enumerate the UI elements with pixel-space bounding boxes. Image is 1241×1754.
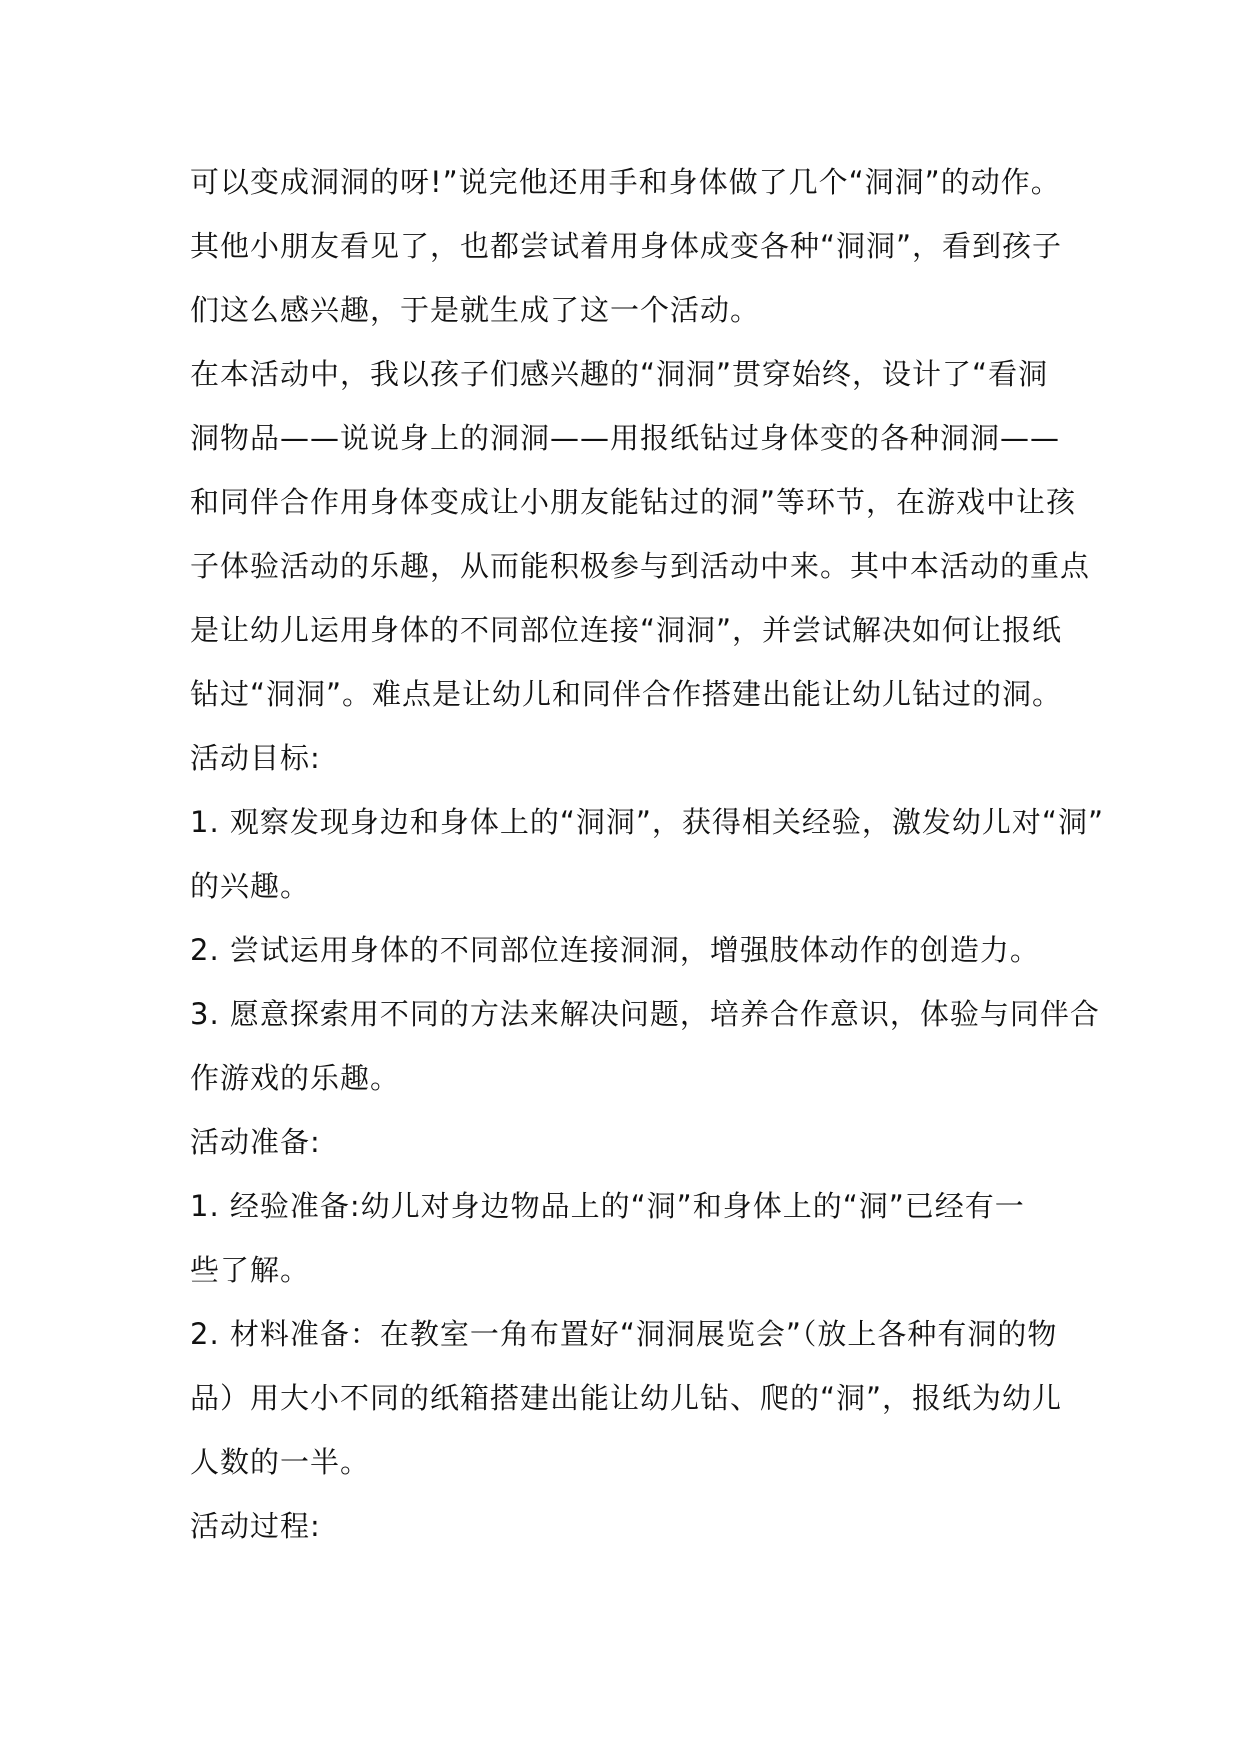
text-line-18: 些了解。 (190, 1253, 311, 1287)
text-line-2: 其他小朋友看见了，也都尝试着用身体成变各种“洞洞”，看到孩子 (190, 229, 1063, 263)
section-heading-goals: 活动目标: (190, 741, 321, 775)
text-line-15: 作游戏的乐趣。 (190, 1061, 401, 1095)
text-line-1: 可以变成洞洞的呀!”说完他还用手和身体做了几个“洞洞”的动作。 (190, 165, 1061, 199)
text-line-21: 人数的一半。 (190, 1445, 371, 1479)
text-line-11: 1. 观察发现身边和身体上的“洞洞”，获得相关经验，激发幼儿对“洞” (190, 805, 1104, 839)
text-line-5: 洞物品——说说身上的洞洞——用报纸钻过身体变的各种洞洞—— (190, 421, 1061, 455)
text-line-4: 在本活动中，我以孩子们感兴趣的“洞洞”贯穿始终，设计了“看洞 (190, 357, 1049, 391)
text-line-20: 品）用大小不同的纸箱搭建出能让幼儿钻、爬的“洞”，报纸为幼儿 (190, 1381, 1063, 1415)
text-line-8: 是让幼儿运用身体的不同部位连接“洞洞”，并尝试解决如何让报纸 (190, 613, 1063, 647)
text-line-3: 们这么感兴趣，于是就生成了这一个活动。 (190, 293, 761, 327)
text-line-14: 3. 愿意探索用不同的方法来解决问题，培养合作意识，体验与同伴合 (190, 997, 1100, 1031)
section-heading-process: 活动过程: (190, 1509, 321, 1543)
text-line-7: 子体验活动的乐趣，从而能积极参与到活动中来。其中本活动的重点 (190, 549, 1091, 583)
text-line-13: 2. 尝试运用身体的不同部位连接洞洞，增强肢体动作的创造力。 (190, 933, 1040, 967)
section-heading-preparation: 活动准备: (190, 1125, 321, 1159)
text-line-6: 和同伴合作用身体变成让小朋友能钻过的洞”等环节，在游戏中让孩 (190, 485, 1077, 519)
text-line-9: 钻过“洞洞”。难点是让幼儿和同伴合作搭建出能让幼儿钻过的洞。 (190, 677, 1063, 711)
text-line-12: 的兴趣。 (190, 869, 311, 903)
text-line-17: 1. 经验准备:幼儿对身边物品上的“洞”和身体上的“洞”已经有一 (190, 1189, 1025, 1223)
text-line-19: 2. 材料准备：在教室一角布置好“洞洞展览会”（放上各种有洞的物 (190, 1317, 1058, 1351)
